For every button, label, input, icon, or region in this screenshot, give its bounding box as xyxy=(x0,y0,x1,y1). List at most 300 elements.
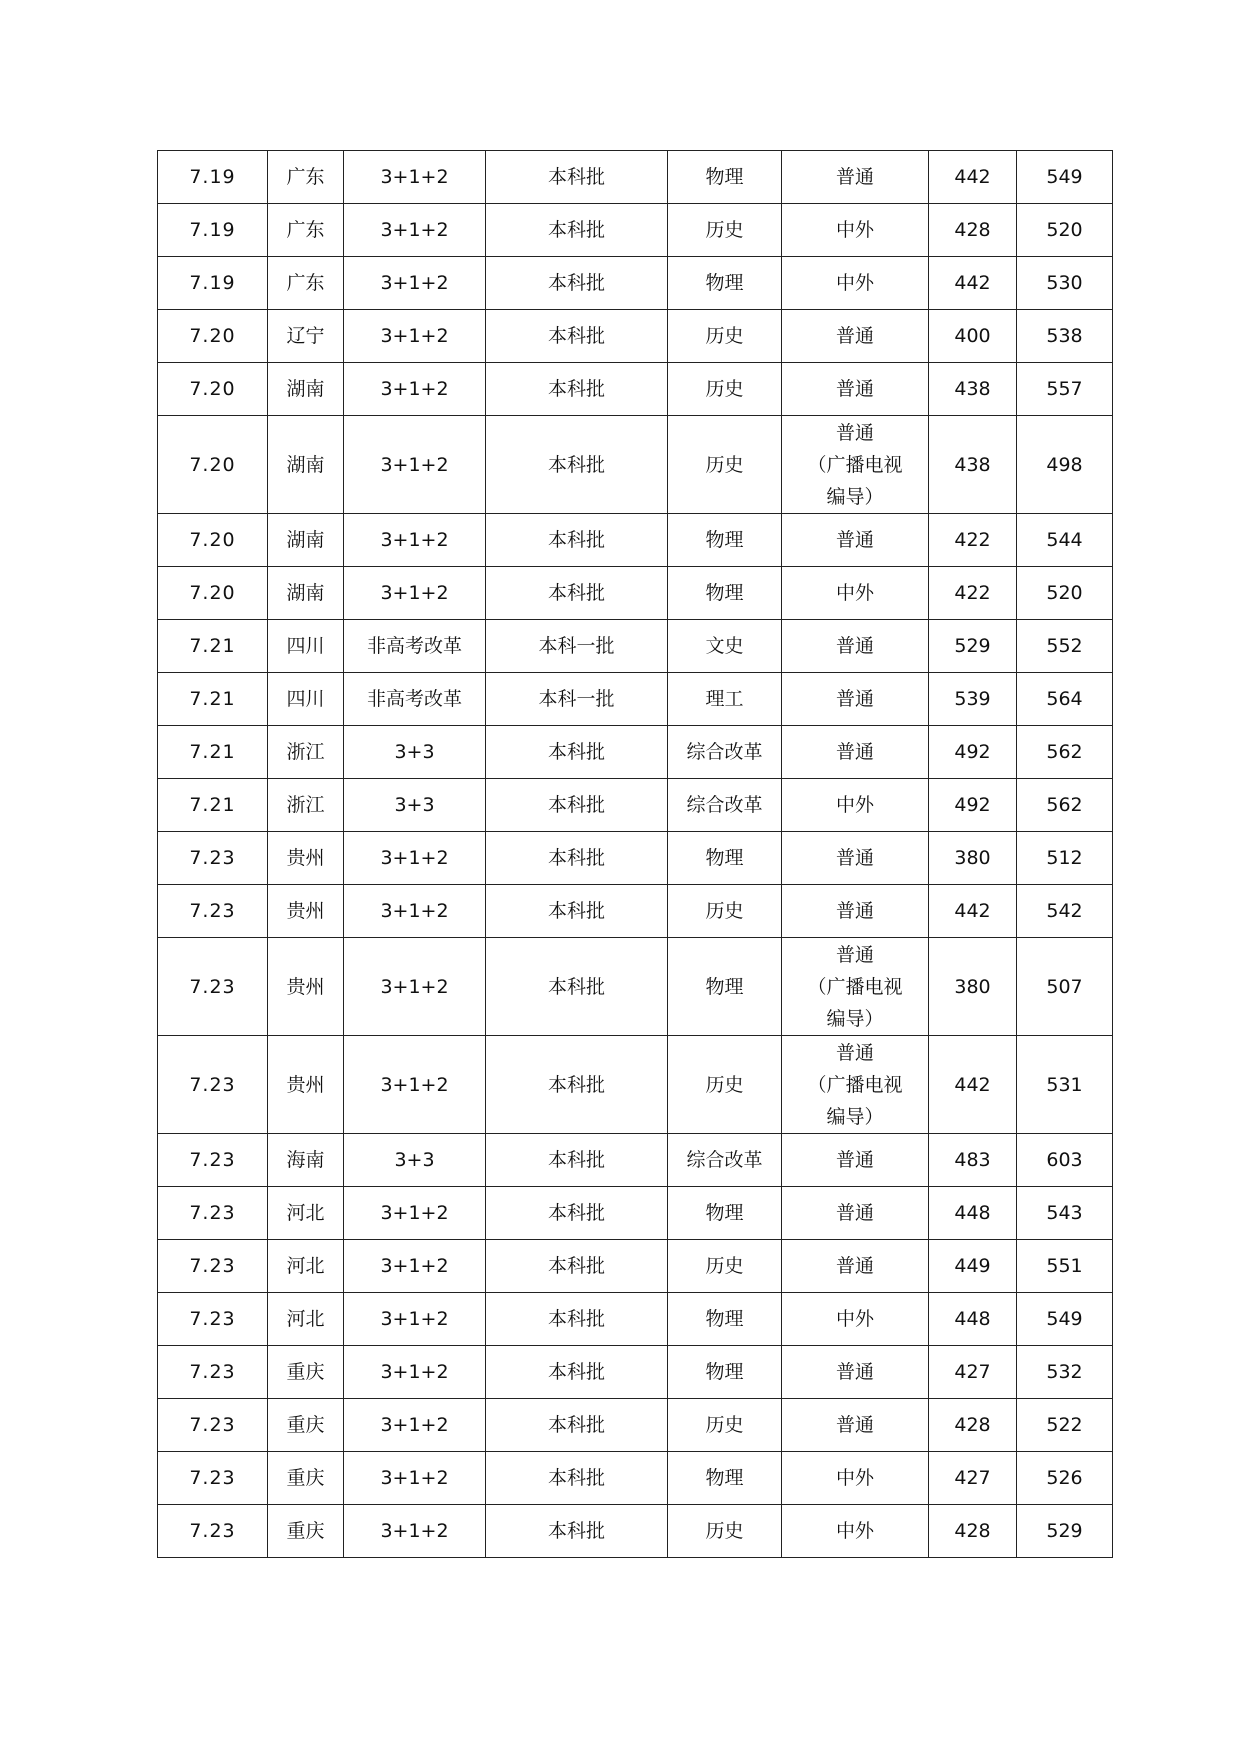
batch-cell-text: 本科批 xyxy=(547,794,605,816)
exam-mode-cell-text: 3+1+2 xyxy=(380,1467,449,1489)
province-cell xyxy=(268,1452,344,1505)
batch-cell xyxy=(486,938,668,1036)
province-cell-text: 四川 xyxy=(286,635,325,657)
admission-type-cell xyxy=(782,885,929,938)
exam-mode-cell xyxy=(344,1293,486,1346)
batch-cell xyxy=(486,726,668,779)
admission-type-cell xyxy=(782,1452,929,1505)
date-cell-text: 7.23 xyxy=(189,900,236,922)
date-cell-text: 7.21 xyxy=(189,741,236,763)
province-cell-text: 重庆 xyxy=(286,1414,325,1436)
admission-type-cell xyxy=(782,620,929,673)
province-cell-text: 湖南 xyxy=(286,529,325,551)
subject-cell-text: 物理 xyxy=(705,847,744,869)
batch-cell-text: 本科批 xyxy=(547,847,605,869)
table-row xyxy=(158,1399,1113,1452)
subject-cell-text: 物理 xyxy=(705,1361,744,1383)
exam-mode-cell-text: 3+3 xyxy=(394,1149,435,1171)
province-cell-text: 重庆 xyxy=(286,1361,325,1383)
subject-cell-text: 物理 xyxy=(705,1467,744,1489)
min-score-cell-text: 427 xyxy=(954,1361,991,1383)
batch-cell-text: 本科批 xyxy=(547,1467,605,1489)
batch-cell xyxy=(486,1399,668,1452)
province-cell-text: 重庆 xyxy=(286,1467,325,1489)
table-row xyxy=(158,1346,1113,1399)
min-score-cell-text: 442 xyxy=(954,166,991,188)
batch-cell-text: 本科批 xyxy=(547,582,605,604)
admission-type-cell-text: 普通 xyxy=(835,741,874,763)
batch-cell xyxy=(486,1346,668,1399)
min-score-cell-text: 438 xyxy=(954,378,991,400)
exam-mode-cell-text: 3+1+2 xyxy=(380,582,449,604)
batch-cell-text: 本科批 xyxy=(547,1255,605,1277)
batch-cell-text: 本科批 xyxy=(547,272,605,294)
max-score-cell-text: 552 xyxy=(1046,635,1083,657)
batch-cell xyxy=(486,567,668,620)
batch-cell xyxy=(486,779,668,832)
exam-mode-cell-text: 3+1+2 xyxy=(380,1520,449,1542)
min-score-cell-text: 400 xyxy=(954,325,991,347)
min-score-cell-text: 483 xyxy=(954,1149,991,1171)
exam-mode-cell xyxy=(344,938,486,1036)
province-cell xyxy=(268,363,344,416)
province-cell xyxy=(268,726,344,779)
exam-mode-cell-text: 3+1+2 xyxy=(380,847,449,869)
max-score-cell-text: 562 xyxy=(1046,794,1083,816)
exam-mode-cell-text: 3+1+2 xyxy=(380,1361,449,1383)
min-score-cell-text: 428 xyxy=(954,1520,991,1542)
date-cell-text: 7.23 xyxy=(189,1414,236,1436)
date-cell-text: 7.23 xyxy=(189,847,236,869)
exam-mode-cell-text: 3+1+2 xyxy=(380,1073,449,1096)
date-cell xyxy=(158,1134,268,1187)
date-cell-text: 7.23 xyxy=(189,975,236,998)
subject-cell xyxy=(668,1134,782,1187)
batch-cell xyxy=(486,514,668,567)
min-score-cell xyxy=(929,1452,1017,1505)
min-score-cell-text: 380 xyxy=(954,975,991,998)
max-score-cell xyxy=(1017,204,1113,257)
province-cell-text: 浙江 xyxy=(286,794,325,816)
date-cell xyxy=(158,257,268,310)
max-score-cell xyxy=(1017,363,1113,416)
max-score-cell xyxy=(1017,1036,1113,1134)
exam-mode-cell xyxy=(344,779,486,832)
max-score-cell xyxy=(1017,673,1113,726)
subject-cell xyxy=(668,726,782,779)
date-cell xyxy=(158,1399,268,1452)
min-score-cell xyxy=(929,779,1017,832)
table-row xyxy=(158,1134,1113,1187)
date-cell-text: 7.21 xyxy=(189,794,236,816)
date-cell xyxy=(158,310,268,363)
max-score-cell-text: 544 xyxy=(1046,529,1083,551)
exam-mode-cell-text: 3+1+2 xyxy=(380,900,449,922)
min-score-cell-text: 492 xyxy=(954,794,991,816)
min-score-cell-text: 380 xyxy=(954,847,991,869)
province-cell xyxy=(268,567,344,620)
province-cell xyxy=(268,779,344,832)
date-cell-text: 7.19 xyxy=(189,219,236,241)
province-cell xyxy=(268,1036,344,1134)
admission-type-cell xyxy=(782,1346,929,1399)
max-score-cell-text: 557 xyxy=(1046,378,1083,400)
date-cell-text: 7.23 xyxy=(189,1361,236,1383)
max-score-cell xyxy=(1017,1505,1113,1558)
admission-type-cell xyxy=(782,1036,929,1134)
table-row xyxy=(158,363,1113,416)
date-cell-text: 7.23 xyxy=(189,1467,236,1489)
subject-cell-text: 物理 xyxy=(705,272,744,294)
admission-type-cell xyxy=(782,257,929,310)
subject-cell-text: 综合改革 xyxy=(686,741,763,763)
batch-cell-text: 本科批 xyxy=(547,1149,605,1171)
batch-cell-text: 本科批 xyxy=(547,529,605,551)
subject-cell xyxy=(668,1399,782,1452)
max-score-cell xyxy=(1017,151,1113,204)
max-score-cell-text: 549 xyxy=(1046,166,1083,188)
min-score-cell-text: 442 xyxy=(954,1073,991,1096)
table-row xyxy=(158,885,1113,938)
admission-type-cell xyxy=(782,1505,929,1558)
min-score-cell xyxy=(929,204,1017,257)
exam-mode-cell-text: 3+1+2 xyxy=(380,1202,449,1224)
min-score-cell xyxy=(929,620,1017,673)
date-cell xyxy=(158,1346,268,1399)
exam-mode-cell-text: 3+3 xyxy=(394,741,435,763)
table-row xyxy=(158,1293,1113,1346)
max-score-cell xyxy=(1017,938,1113,1036)
date-cell-text: 7.23 xyxy=(189,1202,236,1224)
min-score-cell xyxy=(929,1134,1017,1187)
table-row xyxy=(158,151,1113,204)
province-cell xyxy=(268,938,344,1036)
exam-mode-cell xyxy=(344,416,486,514)
admission-type-cell xyxy=(782,416,929,514)
subject-cell xyxy=(668,204,782,257)
province-cell xyxy=(268,514,344,567)
min-score-cell-text: 442 xyxy=(954,272,991,294)
admission-type-cell xyxy=(782,938,929,1036)
date-cell xyxy=(158,514,268,567)
date-cell-text: 7.19 xyxy=(189,166,236,188)
province-cell xyxy=(268,257,344,310)
exam-mode-cell-text: 3+1+2 xyxy=(380,975,449,998)
admission-type-cell xyxy=(782,567,929,620)
batch-cell xyxy=(486,1452,668,1505)
exam-mode-cell-text: 3+1+2 xyxy=(380,325,449,347)
admission-type-cell-text: 中外 xyxy=(835,272,874,294)
max-score-cell xyxy=(1017,832,1113,885)
min-score-cell-text: 449 xyxy=(954,1255,991,1277)
exam-mode-cell xyxy=(344,1187,486,1240)
max-score-cell xyxy=(1017,567,1113,620)
max-score-cell xyxy=(1017,1399,1113,1452)
exam-mode-cell xyxy=(344,1134,486,1187)
date-cell xyxy=(158,363,268,416)
min-score-cell-text: 529 xyxy=(954,635,991,657)
max-score-cell xyxy=(1017,726,1113,779)
min-score-cell-text: 539 xyxy=(954,688,991,710)
max-score-cell-text: 520 xyxy=(1046,582,1083,604)
exam-mode-cell-text: 3+1+2 xyxy=(380,1308,449,1330)
max-score-cell xyxy=(1017,257,1113,310)
exam-mode-cell xyxy=(344,151,486,204)
date-cell xyxy=(158,416,268,514)
max-score-cell xyxy=(1017,514,1113,567)
table-row xyxy=(158,416,1113,514)
admission-type-cell xyxy=(782,151,929,204)
batch-cell-text: 本科批 xyxy=(547,325,605,347)
subject-cell-text: 历史 xyxy=(705,1255,744,1277)
table-body xyxy=(158,151,1113,1558)
batch-cell xyxy=(486,1240,668,1293)
exam-mode-cell-text: 3+1+2 xyxy=(380,272,449,294)
min-score-cell xyxy=(929,151,1017,204)
subject-cell xyxy=(668,673,782,726)
date-cell xyxy=(158,1240,268,1293)
subject-cell xyxy=(668,310,782,363)
max-score-cell-text: 530 xyxy=(1046,272,1083,294)
admission-type-cell-text: 普通 xyxy=(835,1149,874,1171)
date-cell-text: 7.23 xyxy=(189,1255,236,1277)
exam-mode-cell xyxy=(344,1452,486,1505)
min-score-cell-text: 428 xyxy=(954,1414,991,1436)
date-cell xyxy=(158,673,268,726)
table-row xyxy=(158,257,1113,310)
exam-mode-cell-text: 3+1+2 xyxy=(380,1255,449,1277)
province-cell xyxy=(268,620,344,673)
batch-cell-text: 本科批 xyxy=(547,378,605,400)
batch-cell-text: 本科一批 xyxy=(538,635,615,657)
min-score-cell-text: 442 xyxy=(954,900,991,922)
batch-cell xyxy=(486,885,668,938)
subject-cell xyxy=(668,938,782,1036)
exam-mode-cell-text: 3+1+2 xyxy=(380,378,449,400)
subject-cell-text: 理工 xyxy=(705,688,744,710)
exam-mode-cell xyxy=(344,726,486,779)
batch-cell xyxy=(486,204,668,257)
batch-cell-text: 本科批 xyxy=(547,741,605,763)
subject-cell-text: 物理 xyxy=(705,529,744,551)
admission-type-cell-text: 普通 xyxy=(835,166,874,188)
subject-cell-text: 历史 xyxy=(705,1414,744,1436)
province-cell-text: 湖南 xyxy=(286,582,325,604)
table-row xyxy=(158,1505,1113,1558)
date-cell xyxy=(158,1187,268,1240)
min-score-cell xyxy=(929,514,1017,567)
table-row xyxy=(158,310,1113,363)
subject-cell-text: 物理 xyxy=(705,166,744,188)
date-cell xyxy=(158,620,268,673)
admission-type-cell xyxy=(782,673,929,726)
min-score-cell-text: 438 xyxy=(954,453,991,476)
subject-cell-text: 历史 xyxy=(705,1073,744,1096)
admission-type-cell-text: 普通 xyxy=(835,325,874,347)
province-cell xyxy=(268,885,344,938)
max-score-cell-text: 549 xyxy=(1046,1308,1083,1330)
exam-mode-cell xyxy=(344,363,486,416)
admission-type-cell-text: 中外 xyxy=(835,1520,874,1542)
subject-cell-text: 历史 xyxy=(705,900,744,922)
batch-cell xyxy=(486,1134,668,1187)
min-score-cell xyxy=(929,938,1017,1036)
province-cell-text: 广东 xyxy=(286,219,325,241)
admission-type-cell-text: 普通 （广播电视 编导） xyxy=(807,943,903,1030)
subject-cell-text: 物理 xyxy=(705,582,744,604)
max-score-cell-text: 522 xyxy=(1046,1414,1083,1436)
max-score-cell-text: 526 xyxy=(1046,1467,1083,1489)
date-cell-text: 7.23 xyxy=(189,1073,236,1096)
exam-mode-cell-text: 3+1+2 xyxy=(380,166,449,188)
max-score-cell-text: 542 xyxy=(1046,900,1083,922)
max-score-cell xyxy=(1017,620,1113,673)
table-row xyxy=(158,779,1113,832)
max-score-cell xyxy=(1017,416,1113,514)
admission-type-cell xyxy=(782,832,929,885)
province-cell-text: 海南 xyxy=(286,1149,325,1171)
admission-type-cell-text: 中外 xyxy=(835,219,874,241)
province-cell xyxy=(268,416,344,514)
province-cell xyxy=(268,1346,344,1399)
date-cell-text: 7.20 xyxy=(189,529,236,551)
batch-cell-text: 本科批 xyxy=(547,1073,605,1096)
admission-type-cell xyxy=(782,204,929,257)
province-cell-text: 贵州 xyxy=(286,900,325,922)
exam-mode-cell-text: 3+1+2 xyxy=(380,453,449,476)
province-cell xyxy=(268,1505,344,1558)
subject-cell xyxy=(668,1293,782,1346)
province-cell xyxy=(268,310,344,363)
batch-cell-text: 本科一批 xyxy=(538,688,615,710)
admission-type-cell-text: 普通 （广播电视 编导） xyxy=(807,421,903,508)
max-score-cell-text: 498 xyxy=(1046,453,1083,476)
max-score-cell-text: 603 xyxy=(1046,1149,1083,1171)
subject-cell-text: 物理 xyxy=(705,975,744,998)
max-score-cell xyxy=(1017,310,1113,363)
subject-cell-text: 文史 xyxy=(705,635,744,657)
admission-type-cell-text: 中外 xyxy=(835,1467,874,1489)
exam-mode-cell xyxy=(344,257,486,310)
subject-cell xyxy=(668,832,782,885)
province-cell xyxy=(268,204,344,257)
subject-cell xyxy=(668,1452,782,1505)
subject-cell xyxy=(668,1346,782,1399)
date-cell xyxy=(158,779,268,832)
province-cell-text: 贵州 xyxy=(286,975,325,998)
admission-type-cell xyxy=(782,726,929,779)
max-score-cell xyxy=(1017,779,1113,832)
subject-cell xyxy=(668,257,782,310)
date-cell xyxy=(158,204,268,257)
subject-cell xyxy=(668,1505,782,1558)
min-score-cell-text: 492 xyxy=(954,741,991,763)
province-cell xyxy=(268,1134,344,1187)
table-row xyxy=(158,1452,1113,1505)
province-cell xyxy=(268,673,344,726)
min-score-cell xyxy=(929,363,1017,416)
date-cell-text: 7.23 xyxy=(189,1308,236,1330)
exam-mode-cell-text: 非高考改革 xyxy=(366,635,462,657)
subject-cell xyxy=(668,151,782,204)
date-cell-text: 7.20 xyxy=(189,453,236,476)
max-score-cell-text: 512 xyxy=(1046,847,1083,869)
subject-cell xyxy=(668,363,782,416)
batch-cell xyxy=(486,416,668,514)
max-score-cell xyxy=(1017,1346,1113,1399)
max-score-cell-text: 564 xyxy=(1046,688,1083,710)
batch-cell xyxy=(486,1187,668,1240)
subject-cell xyxy=(668,514,782,567)
province-cell-text: 辽宁 xyxy=(286,325,325,347)
admission-type-cell-text: 中外 xyxy=(835,582,874,604)
subject-cell xyxy=(668,567,782,620)
max-score-cell-text: 551 xyxy=(1046,1255,1083,1277)
min-score-cell xyxy=(929,257,1017,310)
province-cell-text: 湖南 xyxy=(286,453,325,476)
date-cell xyxy=(158,938,268,1036)
max-score-cell xyxy=(1017,885,1113,938)
table-row xyxy=(158,1187,1113,1240)
exam-mode-cell xyxy=(344,620,486,673)
date-cell xyxy=(158,1505,268,1558)
admission-type-cell xyxy=(782,363,929,416)
exam-mode-cell xyxy=(344,1240,486,1293)
province-cell-text: 浙江 xyxy=(286,741,325,763)
min-score-cell-text: 422 xyxy=(954,582,991,604)
admission-type-cell xyxy=(782,1240,929,1293)
province-cell xyxy=(268,1399,344,1452)
exam-mode-cell xyxy=(344,673,486,726)
exam-mode-cell xyxy=(344,1399,486,1452)
max-score-cell-text: 538 xyxy=(1046,325,1083,347)
min-score-cell xyxy=(929,567,1017,620)
subject-cell xyxy=(668,1036,782,1134)
subject-cell-text: 历史 xyxy=(705,453,744,476)
subject-cell-text: 历史 xyxy=(705,378,744,400)
subject-cell xyxy=(668,1187,782,1240)
admission-type-cell-text: 普通 （广播电视 编导） xyxy=(807,1041,903,1128)
province-cell xyxy=(268,1240,344,1293)
admission-type-cell-text: 普通 xyxy=(835,1255,874,1277)
province-cell-text: 广东 xyxy=(286,272,325,294)
min-score-cell xyxy=(929,885,1017,938)
exam-mode-cell xyxy=(344,1505,486,1558)
max-score-cell xyxy=(1017,1187,1113,1240)
batch-cell-text: 本科批 xyxy=(547,900,605,922)
admission-type-cell-text: 普通 xyxy=(835,635,874,657)
subject-cell-text: 物理 xyxy=(705,1308,744,1330)
batch-cell xyxy=(486,363,668,416)
date-cell-text: 7.23 xyxy=(189,1149,236,1171)
admission-type-cell xyxy=(782,514,929,567)
exam-mode-cell xyxy=(344,567,486,620)
subject-cell xyxy=(668,885,782,938)
province-cell-text: 广东 xyxy=(286,166,325,188)
table-row xyxy=(158,620,1113,673)
subject-cell xyxy=(668,779,782,832)
date-cell xyxy=(158,726,268,779)
min-score-cell xyxy=(929,1240,1017,1293)
date-cell xyxy=(158,1293,268,1346)
exam-mode-cell xyxy=(344,514,486,567)
province-cell-text: 四川 xyxy=(286,688,325,710)
exam-mode-cell-text: 3+3 xyxy=(394,794,435,816)
exam-mode-cell xyxy=(344,885,486,938)
date-cell xyxy=(158,885,268,938)
admission-type-cell-text: 普通 xyxy=(835,529,874,551)
min-score-cell xyxy=(929,1187,1017,1240)
